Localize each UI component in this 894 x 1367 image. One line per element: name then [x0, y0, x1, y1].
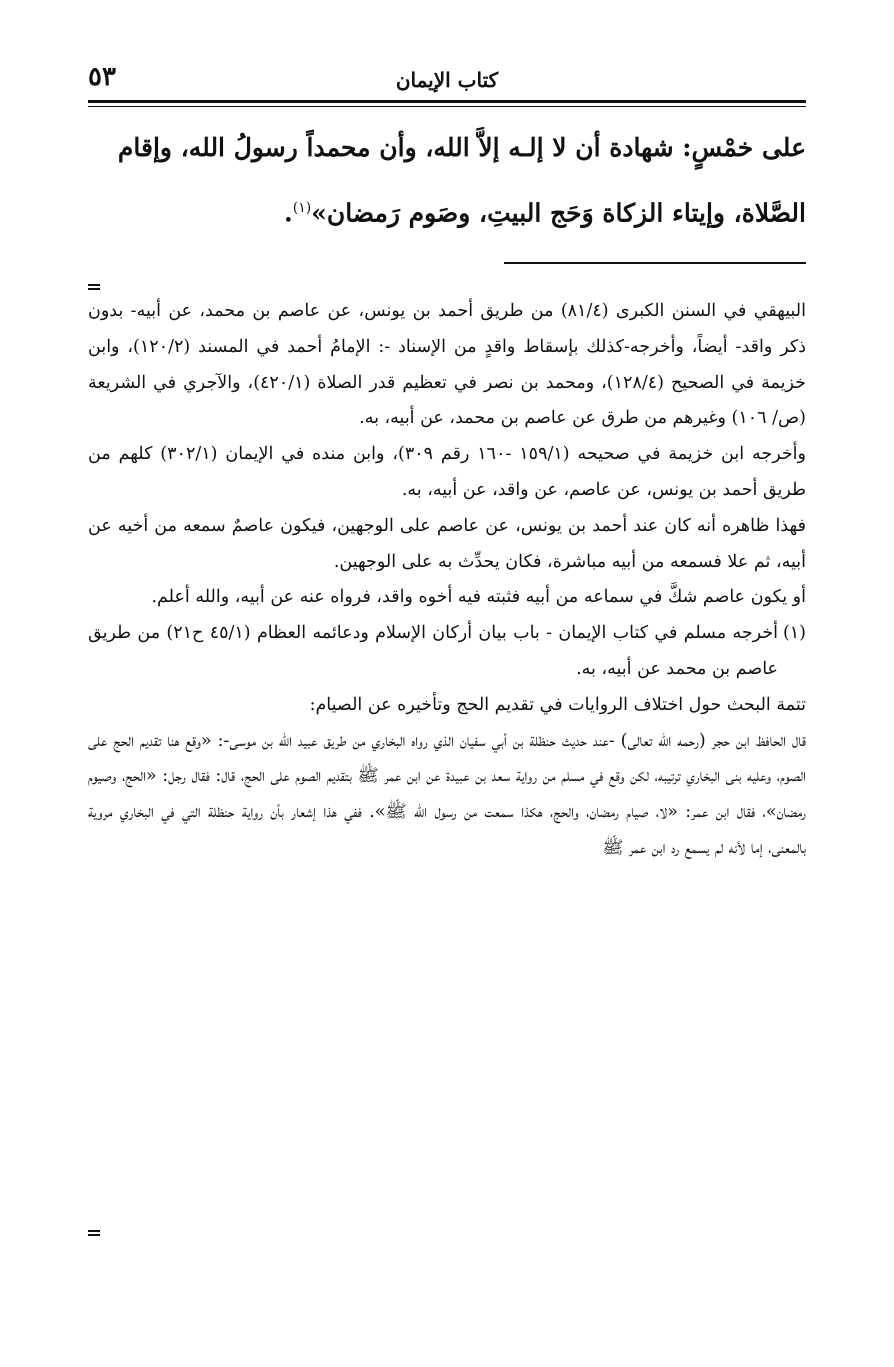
main-text-line-2-body: الصَّلاة، وإيتاء الزكاة وَحَج البيتِ، وصَوم رَمضان»	[311, 198, 806, 228]
footnotes	[88, 294, 806, 867]
footnote-separator	[504, 262, 806, 264]
page-number: ٥٣	[88, 62, 116, 92]
footnote-ref: (١)	[292, 200, 312, 216]
header-rule-thin	[88, 106, 806, 107]
footnote-paragraph-5: تتمة البحث حول اختلاف الروايات في تقديم الحج وتأخيره عن الصيام:	[309, 694, 806, 715]
footnote-paragraph-2: وأخرجه ابن خزيمة في صحيحه (١٥٩/١ -١٦٠ رقم ٣٠٩)، وابن منده في الإيمان (٣٠٢/١) كلهم من طريق أحمد بن يونس، عن عاصم، عن واقد، عن أبيه، به.	[88, 444, 806, 500]
running-title: كتاب الإيمان	[395, 68, 499, 92]
page-header	[88, 62, 806, 98]
continuation-mark-bottom	[88, 1230, 102, 1238]
continuation-mark-top	[88, 284, 102, 292]
header-rule-thick	[88, 100, 806, 103]
footnote-paragraph-4: أو يكون عاصم شكَّ في سماعه من أبيه فثبته فيه أخوه واقد، فرواه عنه عن أبيه، والله أعلم.	[151, 587, 806, 608]
main-text-line-2-end: .	[284, 198, 293, 228]
main-text	[88, 118, 806, 243]
main-text-line-1: على خمْسٍ: شهادة أن لا إلـه إلاَّ الله، وأن محمداً رسولُ الله، وإقام	[117, 133, 806, 162]
footnote-1	[88, 616, 806, 688]
footnote-paragraph-1: البيهقي في السنن الكبرى (٨١/٤) من طريق أحمد بن يونس، عن عاصم بن محمد، عن أبيه- بدون ذكر واقد- أيضاً، وأخرجه-كذلك بإسقاط واقدٍ من الإسناد -: الإمامُ أحمد في المسند (١٢٠/٢)، وابن خزيمة في الصحيح (١٢٨/٤)، ومحمد بن نصر في تعظيم قدر الصلاة (٤٢٠/١)، والآجري في الشريعة (ص/ ١٠٦) وغيرهم من طرق عن عاصم بن محمد، عن أبيه، به.	[88, 301, 807, 429]
footnote-paragraph-3: فهذا ظاهره أنه كان عند أحمد بن يونس، عن عاصم على الوجهين، فيكون عاصمٌ سمعه من أخيه عن أبيه، ثم علا فسمعه من أبيه مباشرة، فكان يحدِّث به على الوجهين.	[88, 515, 806, 572]
footnote-1-number: (١)	[782, 623, 806, 644]
footnote-paragraph-6: قال الحافظ ابن حجر (رحمه الله تعالى) -عند حديث حنظلة بن أبي سفيان الذي رواه البخاري من طريق عبيد الله بن موسى-: «وقع هنا تقديم الحج على الصوم، وعليه بنى البخاري ترتيبه، لكن وقع في مسلم من رواية سعد بن عبيدة عن ابن عمر ﷺ بتقديم الصوم على الحج، قال: فقال رجل: «الحج، وصيوم رمضان»، فقال ابن عمر: «لا، صيام رمضان، والحج، هكذا سمعت من رسول الله ﷺ». ففي هذا إشعار بأن رواية حنظلة التي في البخاري مروية بالمعنى، إما لأنه لم يسمع رد ابن عمر ﷺ	[88, 730, 806, 858]
main-text-line-2	[88, 178, 806, 243]
footnote-1-text: أخرجه مسلم في كتاب الإيمان - باب بيان أركان الإسلام ودعائمه العظام (٤٥/١ ح٢١) من طريق عاصم بن محمد عن أبيه، به.	[88, 623, 779, 679]
